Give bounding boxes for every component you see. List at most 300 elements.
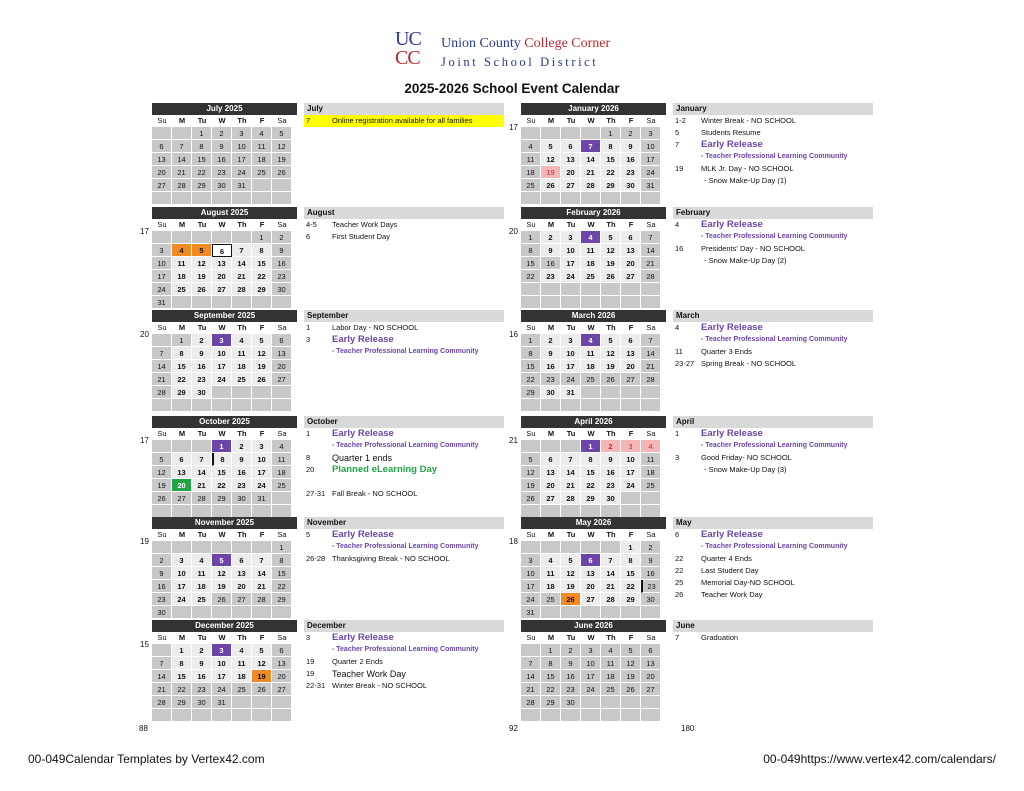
day-cell: 14 bbox=[192, 466, 212, 479]
weekday-label: Th bbox=[606, 323, 616, 332]
school-day-count: 19 bbox=[140, 537, 149, 546]
empty-cell bbox=[232, 192, 252, 205]
event-date: 5 bbox=[675, 128, 680, 137]
event-row bbox=[304, 464, 504, 476]
day-cell: 16 bbox=[601, 466, 621, 479]
day-cell: 26 bbox=[272, 166, 292, 179]
events-header: October bbox=[304, 416, 504, 428]
weekday-label: Su bbox=[157, 633, 167, 642]
day-cell: 29 bbox=[252, 283, 272, 296]
day-cell: 21 bbox=[521, 683, 541, 696]
weekday-label: W bbox=[218, 116, 226, 125]
month-calendar-mar bbox=[521, 310, 666, 412]
empty-cell bbox=[272, 399, 292, 412]
day-cell: 5 bbox=[152, 453, 172, 466]
empty-cell bbox=[252, 192, 272, 205]
month-header: June 2026 bbox=[521, 620, 666, 632]
week-row bbox=[521, 479, 666, 492]
day-cell: 12 bbox=[152, 466, 172, 479]
day-cell: 30 bbox=[192, 386, 212, 399]
events-header: June bbox=[673, 620, 873, 632]
event-row bbox=[304, 476, 504, 488]
day-cell: 18 bbox=[581, 257, 601, 270]
day-cell: 18 bbox=[272, 466, 292, 479]
event-date: 3 bbox=[675, 453, 680, 462]
events-header: January bbox=[673, 103, 873, 115]
day-cell: 6 bbox=[232, 554, 252, 567]
weekday-label: F bbox=[259, 116, 265, 125]
day-cell: 8 bbox=[172, 347, 192, 360]
weekday-label: Su bbox=[526, 116, 536, 125]
day-cell: 20 bbox=[621, 257, 641, 270]
day-cell: 16 bbox=[152, 580, 172, 593]
week-row bbox=[152, 567, 297, 580]
day-cell: 4 bbox=[232, 644, 252, 657]
event-text: Quarter 3 Ends bbox=[701, 347, 752, 356]
day-cell: 18 bbox=[232, 360, 252, 373]
event-text: Teacher Work Day bbox=[701, 590, 763, 599]
week-row bbox=[152, 644, 297, 657]
empty-cell bbox=[561, 192, 581, 205]
day-cell: 30 bbox=[232, 492, 252, 505]
day-cell: 1 bbox=[581, 440, 601, 453]
empty-cell bbox=[581, 606, 601, 619]
empty-cell bbox=[581, 192, 601, 205]
event-row bbox=[304, 115, 504, 127]
event-text: Early Release bbox=[332, 632, 394, 643]
weekday-label: M bbox=[178, 116, 186, 125]
day-cell: 17 bbox=[212, 670, 232, 683]
weekday-label: M bbox=[547, 116, 555, 125]
day-cell: 4 bbox=[232, 334, 252, 347]
event-text: - Teacher Professional Learning Community bbox=[701, 153, 848, 160]
empty-cell bbox=[541, 127, 561, 140]
event-row bbox=[673, 139, 873, 151]
event-date: 27-31 bbox=[306, 489, 326, 498]
day-cell: 5 bbox=[192, 244, 212, 257]
day-cell: 15 bbox=[212, 466, 232, 479]
event-row bbox=[304, 680, 504, 692]
event-row bbox=[673, 464, 873, 476]
school-day-count: 15 bbox=[140, 640, 149, 649]
day-cell: 20 bbox=[212, 270, 232, 283]
event-date: 23-27 bbox=[675, 359, 695, 368]
school-day-count: 20 bbox=[140, 330, 149, 339]
empty-cell bbox=[152, 644, 172, 657]
week-row bbox=[152, 334, 297, 347]
month-events-mar bbox=[673, 310, 873, 370]
day-cell: 23 bbox=[561, 683, 581, 696]
weekday-label: W bbox=[587, 633, 595, 642]
month-calendar-oct bbox=[152, 416, 297, 518]
month-calendar-sep bbox=[152, 310, 297, 412]
day-cell: 8 bbox=[252, 244, 272, 257]
day-cell: 25 bbox=[581, 373, 601, 386]
weekday-label: W bbox=[218, 220, 226, 229]
empty-cell bbox=[641, 192, 661, 205]
week-row bbox=[152, 593, 297, 606]
day-cell: 4 bbox=[172, 244, 192, 257]
event-date: 22-31 bbox=[306, 681, 326, 690]
day-cell: 19 bbox=[272, 153, 292, 166]
weekday-label: F bbox=[259, 323, 265, 332]
week-row bbox=[521, 179, 666, 192]
day-cell: 26 bbox=[252, 683, 272, 696]
event-row bbox=[673, 322, 873, 334]
empty-cell bbox=[232, 541, 252, 554]
event-date: 25 bbox=[675, 578, 684, 587]
weekday-label: M bbox=[547, 220, 555, 229]
empty-cell bbox=[232, 296, 252, 309]
month-header: November 2025 bbox=[152, 517, 297, 529]
event-date: 1 bbox=[306, 429, 311, 438]
weekday-label: Tu bbox=[197, 323, 207, 332]
day-cell: 17 bbox=[232, 153, 252, 166]
week-row bbox=[152, 373, 297, 386]
day-cell: 6 bbox=[272, 334, 292, 347]
month-calendar-may bbox=[521, 517, 666, 619]
weekday-label: Su bbox=[157, 323, 167, 332]
day-cell: 10 bbox=[561, 244, 581, 257]
day-cell: 13 bbox=[561, 153, 581, 166]
weekday-label: M bbox=[178, 530, 186, 539]
week-row bbox=[152, 231, 297, 244]
week-row bbox=[521, 360, 666, 373]
day-cell: 4 bbox=[521, 140, 541, 153]
weekday-label: Th bbox=[237, 323, 247, 332]
week-row bbox=[521, 440, 666, 453]
empty-cell bbox=[152, 231, 172, 244]
day-cell: 13 bbox=[581, 567, 601, 580]
event-row bbox=[304, 346, 504, 358]
weekday-label: F bbox=[628, 633, 634, 642]
weekday-label: Tu bbox=[197, 220, 207, 229]
event-date bbox=[673, 440, 701, 452]
day-cell: 28 bbox=[252, 593, 272, 606]
day-cell: 9 bbox=[541, 347, 561, 360]
day-cell: 21 bbox=[192, 479, 212, 492]
empty-cell bbox=[561, 541, 581, 554]
day-cell: 10 bbox=[152, 257, 172, 270]
day-cell: 9 bbox=[192, 657, 212, 670]
event-text: Early Release bbox=[701, 428, 763, 439]
day-cell: 29 bbox=[172, 696, 192, 709]
day-cell: 4 bbox=[581, 231, 601, 244]
day-cell: 12 bbox=[192, 257, 212, 270]
day-cell: 21 bbox=[641, 360, 661, 373]
weekday-header-row bbox=[152, 632, 297, 644]
day-cell: 1 bbox=[172, 644, 192, 657]
day-cell: 16 bbox=[561, 670, 581, 683]
empty-cell bbox=[601, 386, 621, 399]
event-text: First Student Day bbox=[332, 232, 390, 241]
day-cell: 31 bbox=[252, 492, 272, 505]
weekday-label: Su bbox=[157, 530, 167, 539]
day-cell: 27 bbox=[232, 593, 252, 606]
day-cell: 3 bbox=[212, 644, 232, 657]
day-cell: 8 bbox=[621, 554, 641, 567]
month-header: January 2026 bbox=[521, 103, 666, 115]
day-cell: 9 bbox=[561, 657, 581, 670]
day-cell: 26 bbox=[601, 373, 621, 386]
day-cell: 28 bbox=[172, 179, 192, 192]
day-cell: 1 bbox=[601, 127, 621, 140]
weekday-label: W bbox=[218, 323, 226, 332]
day-cell: 17 bbox=[621, 466, 641, 479]
month-events-oct bbox=[304, 416, 504, 500]
empty-cell bbox=[541, 440, 561, 453]
day-cell: 23 bbox=[192, 373, 212, 386]
day-cell: 3 bbox=[521, 554, 541, 567]
weekday-label: M bbox=[547, 633, 555, 642]
day-cell: 12 bbox=[601, 347, 621, 360]
week-row bbox=[521, 453, 666, 466]
event-text: Early Release bbox=[332, 428, 394, 439]
day-cell: 2 bbox=[621, 127, 641, 140]
day-cell: 12 bbox=[521, 466, 541, 479]
week-row bbox=[152, 709, 297, 722]
empty-cell bbox=[212, 541, 232, 554]
day-cell: 24 bbox=[561, 373, 581, 386]
weekday-label: Tu bbox=[566, 220, 576, 229]
week-row bbox=[521, 334, 666, 347]
empty-cell bbox=[561, 606, 581, 619]
weekday-label: M bbox=[547, 530, 555, 539]
day-cell: 19 bbox=[621, 670, 641, 683]
week-row bbox=[521, 373, 666, 386]
day-cell: 23 bbox=[541, 373, 561, 386]
empty-cell bbox=[581, 386, 601, 399]
event-date: 7 bbox=[306, 116, 311, 125]
day-cell: 15 bbox=[192, 153, 212, 166]
empty-cell bbox=[172, 399, 192, 412]
school-day-count: 21 bbox=[509, 436, 518, 445]
day-cell: 10 bbox=[561, 347, 581, 360]
day-cell: 28 bbox=[601, 593, 621, 606]
month-header: August 2025 bbox=[152, 207, 297, 219]
empty-cell bbox=[641, 606, 661, 619]
day-cell: 14 bbox=[561, 466, 581, 479]
event-row bbox=[673, 255, 873, 267]
school-day-count: 20 bbox=[509, 227, 518, 236]
event-text: Memorial Day-NO SCHOOL bbox=[701, 578, 795, 587]
day-cell: 6 bbox=[212, 244, 232, 257]
day-cell: 7 bbox=[232, 244, 252, 257]
day-cell: 30 bbox=[641, 593, 661, 606]
day-cell: 28 bbox=[641, 373, 661, 386]
day-cell: 21 bbox=[641, 257, 661, 270]
weekday-header-row bbox=[152, 428, 297, 440]
day-cell: 23 bbox=[541, 270, 561, 283]
day-cell: 5 bbox=[601, 231, 621, 244]
week-row bbox=[521, 567, 666, 580]
event-date bbox=[673, 151, 701, 163]
day-cell: 14 bbox=[641, 244, 661, 257]
empty-cell bbox=[212, 399, 232, 412]
event-date: 8 bbox=[306, 453, 311, 462]
day-cell: 20 bbox=[541, 479, 561, 492]
day-cell: 4 bbox=[272, 440, 292, 453]
day-cell: 10 bbox=[581, 657, 601, 670]
day-cell: 27 bbox=[561, 179, 581, 192]
day-cell: 2 bbox=[192, 334, 212, 347]
day-cell: 14 bbox=[252, 567, 272, 580]
event-row bbox=[673, 589, 873, 601]
day-cell: 24 bbox=[581, 683, 601, 696]
day-cell: 6 bbox=[581, 554, 601, 567]
day-cell: 29 bbox=[541, 696, 561, 709]
day-cell: 7 bbox=[252, 554, 272, 567]
empty-cell bbox=[172, 440, 192, 453]
weekday-label: W bbox=[587, 429, 595, 438]
event-date: 3 bbox=[306, 633, 311, 642]
day-cell: 11 bbox=[252, 140, 272, 153]
weekday-label: Su bbox=[157, 429, 167, 438]
weekday-label: Sa bbox=[277, 530, 287, 539]
weekday-header-row bbox=[521, 632, 666, 644]
event-date bbox=[673, 231, 701, 243]
week-row bbox=[521, 270, 666, 283]
event-row bbox=[673, 452, 873, 464]
week-row bbox=[152, 554, 297, 567]
week-row bbox=[521, 709, 666, 722]
day-cell: 13 bbox=[212, 257, 232, 270]
event-text: - Teacher Professional Learning Community bbox=[332, 646, 479, 653]
day-cell: 1 bbox=[621, 541, 641, 554]
event-date: 11 bbox=[675, 347, 683, 356]
weekday-label: Tu bbox=[566, 116, 576, 125]
empty-cell bbox=[641, 283, 661, 296]
weekday-label: Tu bbox=[566, 633, 576, 642]
month-events-aug bbox=[304, 207, 504, 243]
month-header: December 2025 bbox=[152, 620, 297, 632]
week-row bbox=[152, 244, 297, 257]
day-cell: 16 bbox=[541, 360, 561, 373]
day-cell: 25 bbox=[601, 683, 621, 696]
day-cell: 22 bbox=[541, 683, 561, 696]
day-cell: 24 bbox=[172, 593, 192, 606]
weekday-label: W bbox=[218, 429, 226, 438]
empty-cell bbox=[541, 296, 561, 309]
day-cell: 1 bbox=[521, 231, 541, 244]
day-cell: 7 bbox=[641, 334, 661, 347]
empty-cell bbox=[641, 296, 661, 309]
empty-cell bbox=[172, 296, 192, 309]
weekday-label: Sa bbox=[277, 633, 287, 642]
day-cell: 27 bbox=[172, 492, 192, 505]
empty-cell bbox=[152, 399, 172, 412]
weekday-label: Tu bbox=[197, 429, 207, 438]
day-cell: 28 bbox=[561, 492, 581, 505]
empty-cell bbox=[172, 541, 192, 554]
day-cell: 5 bbox=[272, 127, 292, 140]
day-cell: 14 bbox=[152, 670, 172, 683]
day-cell: 3 bbox=[561, 231, 581, 244]
day-cell: 5 bbox=[621, 644, 641, 657]
empty-cell bbox=[272, 192, 292, 205]
day-cell: 31 bbox=[561, 386, 581, 399]
week-row bbox=[152, 580, 297, 593]
empty-cell bbox=[641, 386, 661, 399]
event-date bbox=[304, 644, 332, 656]
event-text: Early Release bbox=[701, 219, 763, 230]
week-row bbox=[521, 466, 666, 479]
month-header: March 2026 bbox=[521, 310, 666, 322]
empty-cell bbox=[272, 709, 292, 722]
event-text: - Snow Make-Up Day (1) bbox=[704, 176, 787, 185]
month-calendar-feb bbox=[521, 207, 666, 309]
day-cell: 21 bbox=[152, 373, 172, 386]
event-text: Winter Break - NO SCHOOL bbox=[332, 681, 428, 690]
event-date bbox=[304, 476, 332, 488]
day-cell: 13 bbox=[621, 347, 641, 360]
weekday-label: Tu bbox=[197, 633, 207, 642]
day-cell: 3 bbox=[641, 127, 661, 140]
day-cell: 21 bbox=[581, 166, 601, 179]
week-row bbox=[521, 683, 666, 696]
day-cell: 16 bbox=[212, 153, 232, 166]
empty-cell bbox=[581, 696, 601, 709]
empty-cell bbox=[172, 192, 192, 205]
week-row bbox=[521, 554, 666, 567]
day-cell: 18 bbox=[541, 580, 561, 593]
empty-cell bbox=[192, 399, 212, 412]
day-cell: 3 bbox=[152, 244, 172, 257]
day-cell: 23 bbox=[621, 166, 641, 179]
day-cell: 10 bbox=[172, 567, 192, 580]
empty-cell bbox=[561, 399, 581, 412]
week-row bbox=[152, 386, 297, 399]
week-row bbox=[152, 192, 297, 205]
empty-cell bbox=[621, 192, 641, 205]
empty-cell bbox=[252, 386, 272, 399]
day-cell: 11 bbox=[601, 657, 621, 670]
day-cell: 13 bbox=[172, 466, 192, 479]
month-header: October 2025 bbox=[152, 416, 297, 428]
event-text: Graduation bbox=[701, 633, 739, 642]
event-row bbox=[304, 428, 504, 440]
week-row bbox=[521, 541, 666, 554]
day-cell: 11 bbox=[232, 657, 252, 670]
weekday-label: F bbox=[628, 220, 634, 229]
weekday-header-row bbox=[152, 219, 297, 231]
empty-cell bbox=[621, 709, 641, 722]
day-cell: 8 bbox=[601, 140, 621, 153]
empty-cell bbox=[212, 386, 232, 399]
event-text: MLK Jr. Day - NO SCHOOL bbox=[701, 164, 794, 173]
day-cell: 7 bbox=[192, 453, 212, 466]
day-cell: 5 bbox=[521, 453, 541, 466]
empty-cell bbox=[212, 192, 232, 205]
day-cell: 15 bbox=[272, 567, 292, 580]
empty-cell bbox=[541, 192, 561, 205]
day-cell: 7 bbox=[561, 453, 581, 466]
week-row bbox=[152, 453, 297, 466]
day-cell: 24 bbox=[212, 373, 232, 386]
empty-cell bbox=[521, 192, 541, 205]
day-cell: 19 bbox=[192, 270, 212, 283]
week-row bbox=[152, 140, 297, 153]
empty-cell bbox=[541, 709, 561, 722]
empty-cell bbox=[541, 399, 561, 412]
day-cell: 30 bbox=[621, 179, 641, 192]
day-cell: 21 bbox=[601, 580, 621, 593]
day-cell: 13 bbox=[272, 347, 292, 360]
day-cell: 22 bbox=[272, 580, 292, 593]
day-cell: 31 bbox=[232, 179, 252, 192]
day-cell: 4 bbox=[581, 334, 601, 347]
event-text: Good Friday- NO SCHOOL bbox=[701, 453, 792, 462]
